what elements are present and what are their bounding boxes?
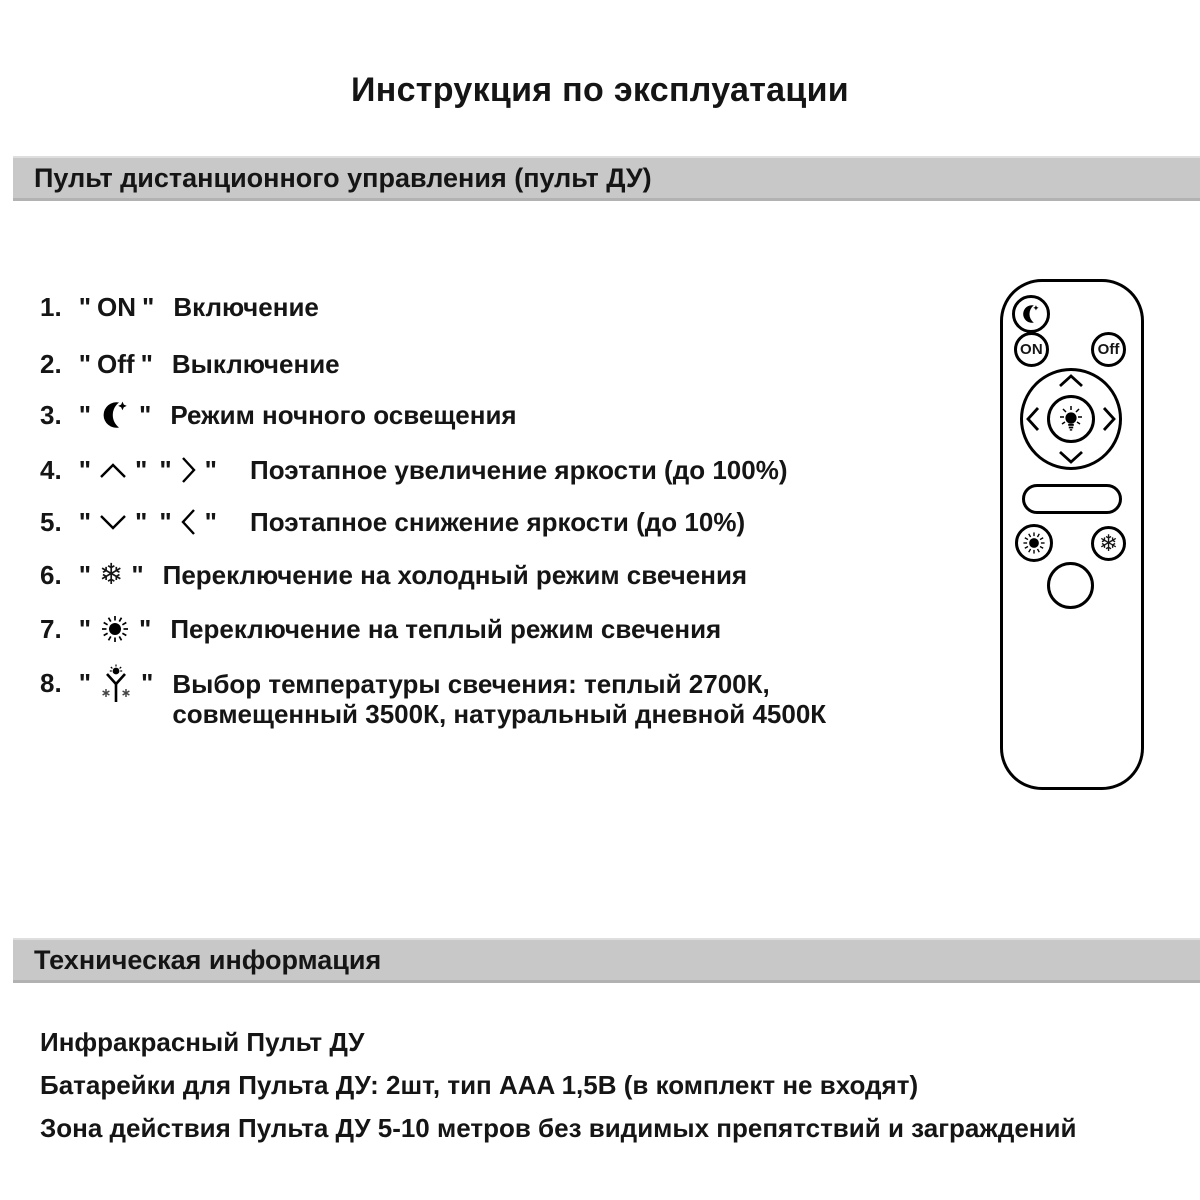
quote-mark: " [78,291,92,322]
quote-mark: " [140,348,153,379]
item-number: 3. [40,399,62,430]
item-number: 4. [40,454,62,485]
item-text: Переключение на теплый режим свечения [170,613,722,644]
item-text: Режим ночного освещения [170,399,517,430]
remote-scene-button [1022,484,1122,514]
chevron-left-icon [1026,406,1040,432]
tech-line-batteries: Батарейки для Пульта ДУ: 2шт, тип AAA 1,5В (в комплект не входят) [40,1070,919,1100]
off-label: Off [97,348,135,379]
on-label: ON [97,291,137,322]
section-heading-tech-label: Техническая информация [34,944,382,975]
item-text-block [172,663,826,729]
technical-info [40,1021,1076,1150]
quote-mark: " [78,613,92,644]
list-item-cold-mode [40,557,747,593]
chevron-right-icon [1102,406,1116,432]
list-item-warm-mode [40,611,721,647]
quote-mark: " [131,559,144,590]
chevron-down-icon [99,514,127,531]
list-item-brightness-down [40,504,745,540]
remote-on-button [1014,332,1049,367]
quote-mark: " [139,399,152,430]
chevron-up-icon [99,462,127,479]
list-item-color-temperature [40,663,826,729]
list-item-on [40,289,319,325]
section-heading-remote [13,156,1200,201]
remote-night-mode-button [1012,295,1050,333]
quote-mark: " [139,613,152,644]
remote-light-button [1047,395,1095,443]
list-item-night-mode [40,397,517,433]
light-bulb-icon [1057,404,1085,434]
item-text-line1: Выбор температуры свечения: теплый 2700К, [172,669,770,699]
quote-mark: " [78,399,92,430]
item-text: Выключение [171,348,340,379]
remote-on-label: ON [1020,341,1043,358]
snowflake-icon: ❄ [1098,530,1119,556]
section-heading-tech [13,938,1200,983]
quote-mark: " [78,348,92,379]
moon-icon [99,399,131,431]
quote-mark: " [78,454,92,485]
moon-icon [1020,303,1042,325]
remote-warm-mode-button [1015,524,1053,562]
item-text: Поэтапное увеличение яркости (до 100%) [250,454,788,485]
remote-control-diagram [1000,279,1144,790]
tech-line-remote-type: Инфракрасный Пульт ДУ [40,1027,365,1057]
quote-mark: " [78,559,92,590]
item-number: 2. [40,348,62,379]
remote-off-button [1091,332,1126,367]
item-number: 8. [40,668,62,698]
section-heading-remote-label: Пульт дистанционного управления (пульт ДУ) [34,162,652,193]
quote-mark: " [204,454,217,485]
tech-line-range: Зона действия Пульта ДУ 5-10 метров без видимых препятствий и заграждений [40,1113,1077,1143]
item-text-line2: совмещенный 3500К, натуральный дневной 4500К [172,699,827,729]
chevron-up-icon [1058,374,1084,388]
item-number: 5. [40,506,62,537]
item-number: 6. [40,559,62,590]
remote-cold-mode-button [1091,526,1126,561]
quote-mark: " [135,454,148,485]
warm-sun-icon [99,613,131,645]
quote-mark: " [141,668,154,698]
list-item-brightness-up [40,452,787,488]
item-text: Включение [173,291,319,322]
angle-right-icon [180,455,197,485]
item-number: 7. [40,613,62,644]
remote-extra-button [1047,562,1094,609]
remote-brightness-pad [1020,368,1122,470]
item-text: Переключение на холодный режим свечения [162,559,748,590]
quote-mark: " [159,506,172,537]
chevron-down-icon [1058,450,1084,464]
item-number: 1. [40,291,62,322]
angle-left-icon [180,507,197,537]
quote-mark: " [159,454,172,485]
snowflake-icon: ❄ [99,558,124,591]
quote-mark: " [142,291,155,322]
quote-mark: " [204,506,217,537]
warm-sun-icon [1021,530,1047,556]
quote-mark: " [135,506,148,537]
list-item-off [40,346,340,382]
color-temperature-icon [99,663,133,707]
item-text: Поэтапное снижение яркости (до 10%) [250,506,746,537]
quote-mark: " [78,668,92,698]
remote-off-label: Off [1097,341,1120,358]
quote-mark: " [78,506,92,537]
page-title: Инструкция по эксплуатации [351,71,849,109]
